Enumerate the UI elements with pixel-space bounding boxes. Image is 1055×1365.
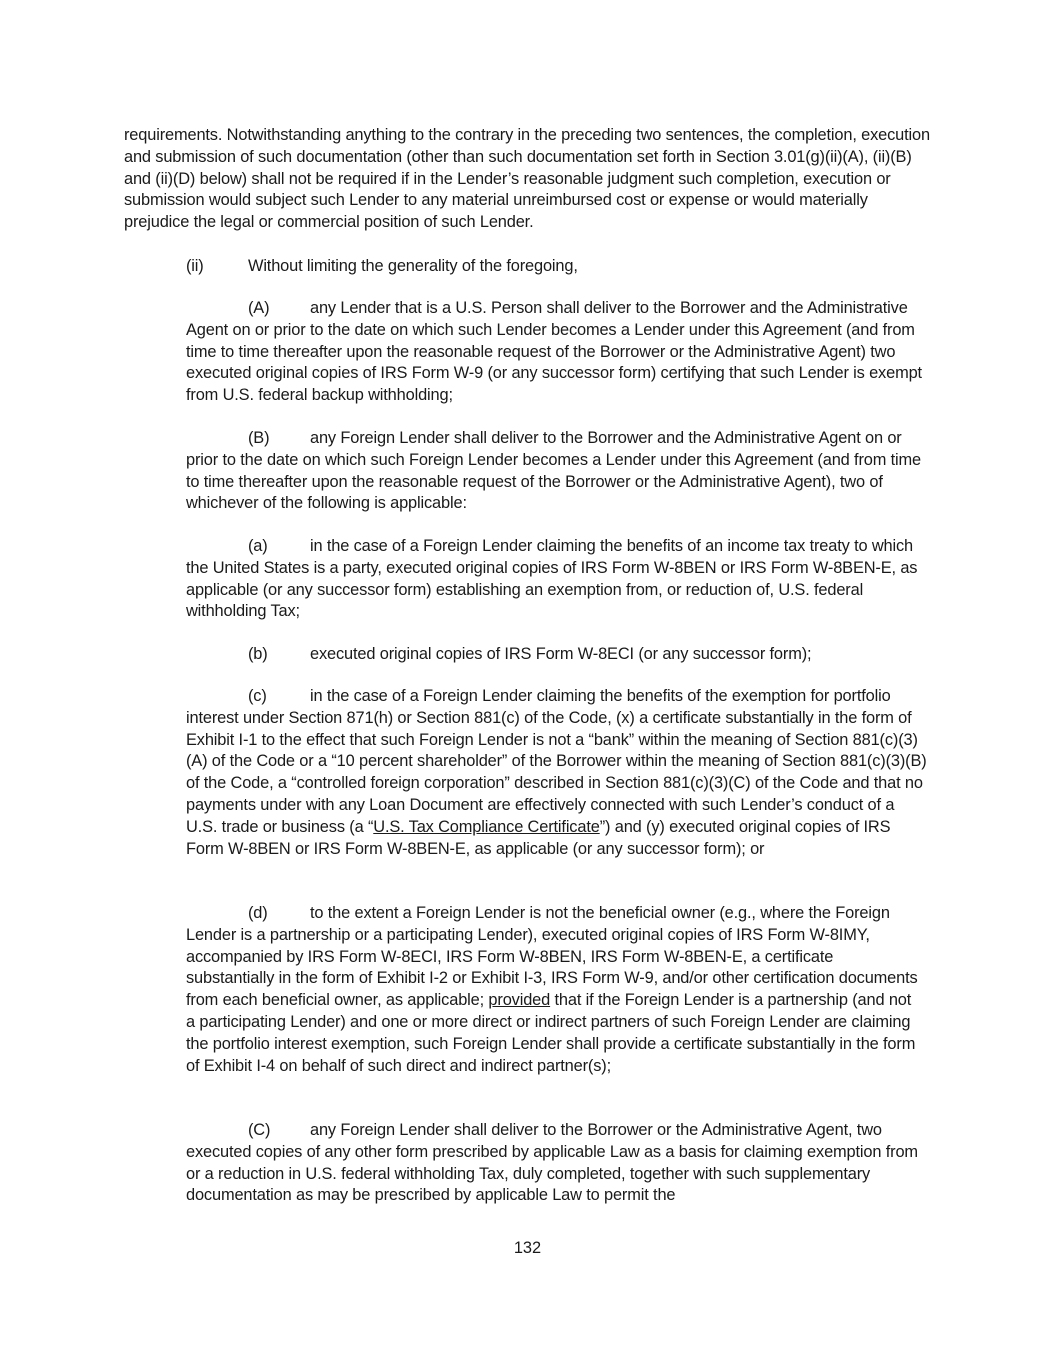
clause-label-c: (c) <box>248 687 267 705</box>
paragraph-requirements-continued <box>124 125 934 234</box>
paragraph-ii <box>186 256 936 278</box>
paragraph-text: that if the Foreign Lender is a partnership (and not a participating Lender) and one or more direct or indirect partners of such Foreign Lender are claiming the portfolio interest exemption, such Foreign Lender shall provide a certificate substantially in the form of Exhibit I-4 on behalf of such direct and indirect partner(s); <box>186 991 916 1075</box>
clause-label-A: (A) <box>248 299 270 317</box>
defined-term-provided: provided <box>488 991 551 1010</box>
paragraph-text: executed original copies of IRS Form W-8ECI (or any successor form); <box>310 645 812 663</box>
paragraph-A <box>186 298 922 407</box>
clause-label-b: (b) <box>248 645 268 663</box>
defined-term-us-tax-compliance-certificate: U.S. Tax Compliance Certificate <box>373 817 600 836</box>
paragraph-text: any Foreign Lender shall deliver to the Borrower and the Administrative Agent on or prior to the date on which such Foreign Lender becomes a Lender under this Agreement (and from time to time thereafter upon the reasonable request of the Borrower or the Administrative Agent), two of whichever of the following is applicable: <box>186 429 921 513</box>
paragraph-text: in the case of a Foreign Lender claiming the benefits of the exemption for portfolio interest under Section 871(h) or Section 881(c) of the Code, (x) a certificate substantially in the form of Exhibit I-1 to the effect that such Foreign Lender is not a “bank” within the meaning of Section 881(c)(3)(A) of the Code or a “10 percent shareholder” of the Borrower within the meaning of Section 881(c)(3)(B) of the Code, a “controlled foreign corporation” described in Section 881(c)(3)(C) of the Code and that no payments under with any Loan Document are effectively connected with such Lender’s conduct of a U.S. trade or business (a “ <box>186 687 927 836</box>
paragraph-B <box>186 428 922 515</box>
paragraph-text: in the case of a Foreign Lender claiming the benefits of an income tax treaty to which the United States is a party, executed original copies of IRS Form W-8BEN or IRS Form W-8BEN-E, as applicable (or any successor form) establishing an exemption from, or reduction of, U.S. federal withholding Tax; <box>186 537 918 621</box>
paragraph-C <box>186 1120 922 1207</box>
paragraph-a <box>186 536 922 623</box>
clause-label-a: (a) <box>248 537 268 555</box>
page-number: 132 <box>513 1239 542 1257</box>
paragraph-c <box>186 686 928 860</box>
clause-label-ii: (ii) <box>186 257 204 275</box>
clause-label-d: (d) <box>248 904 268 922</box>
paragraph-text: any Lender that is a U.S. Person shall deliver to the Borrower and the Administrative Agent on or prior to the date on which such Lender becomes a Lender under this Agreement (and from time to time thereafter upon the reasonable request of the Borrower or the Administrative Agent) two executed original copies of IRS Form W-9 (or any successor form) certifying that such Lender is exempt from U.S. federal backup withholding; <box>186 299 922 405</box>
paragraph-text: any Foreign Lender shall deliver to the Borrower or the Administrative Agent, two executed copies of any other form prescribed by applicable Law as a basis for claiming exemption from or a reduction in U.S. federal withholding Tax, duly completed, together with such supplementary documentation as may be prescribed by applicable Law to permit the <box>186 1121 918 1205</box>
clause-label-B: (B) <box>248 429 270 447</box>
paragraph-text: to the extent a Foreign Lender is not the beneficial owner (e.g., where the Foreign Lender is a partnership or a participating Lender), executed original copies of IRS Form W-8IMY, accompanied by IRS Form W-8ECI, IRS Form W-8BEN, IRS Form W-8BEN-E, a certificate substantially in the form of Exhibit I-2 or Exhibit I-3, IRS Form W-9, and/or other certification documents from each beneficial owner, as applicable; <box>186 904 918 1010</box>
clause-label-C: (C) <box>248 1121 271 1139</box>
paragraph-d <box>186 903 922 1077</box>
paragraph-text: Without limiting the generality of the foregoing, <box>248 257 578 275</box>
paragraph-text: ”) and (y) executed original copies of IRS Form W-8BEN or IRS Form W-8BEN-E, as applicable (or any successor form); or <box>186 817 891 858</box>
paragraph-b <box>186 644 922 666</box>
paragraph-text: requirements. Notwithstanding anything to the contrary in the preceding two sentences, the completion, execution and submission of such documentation (other than such documentation set forth in Section 3.01(g)(ii)(A), (ii)(B) and (ii)(D) below) shall not be required if in the Lender’s reasonable judgment such completion, execution or submission would subject such Lender to any material unreimbursed cost or expense or would materially prejudice the legal or commercial position of such Lender. <box>124 126 930 232</box>
